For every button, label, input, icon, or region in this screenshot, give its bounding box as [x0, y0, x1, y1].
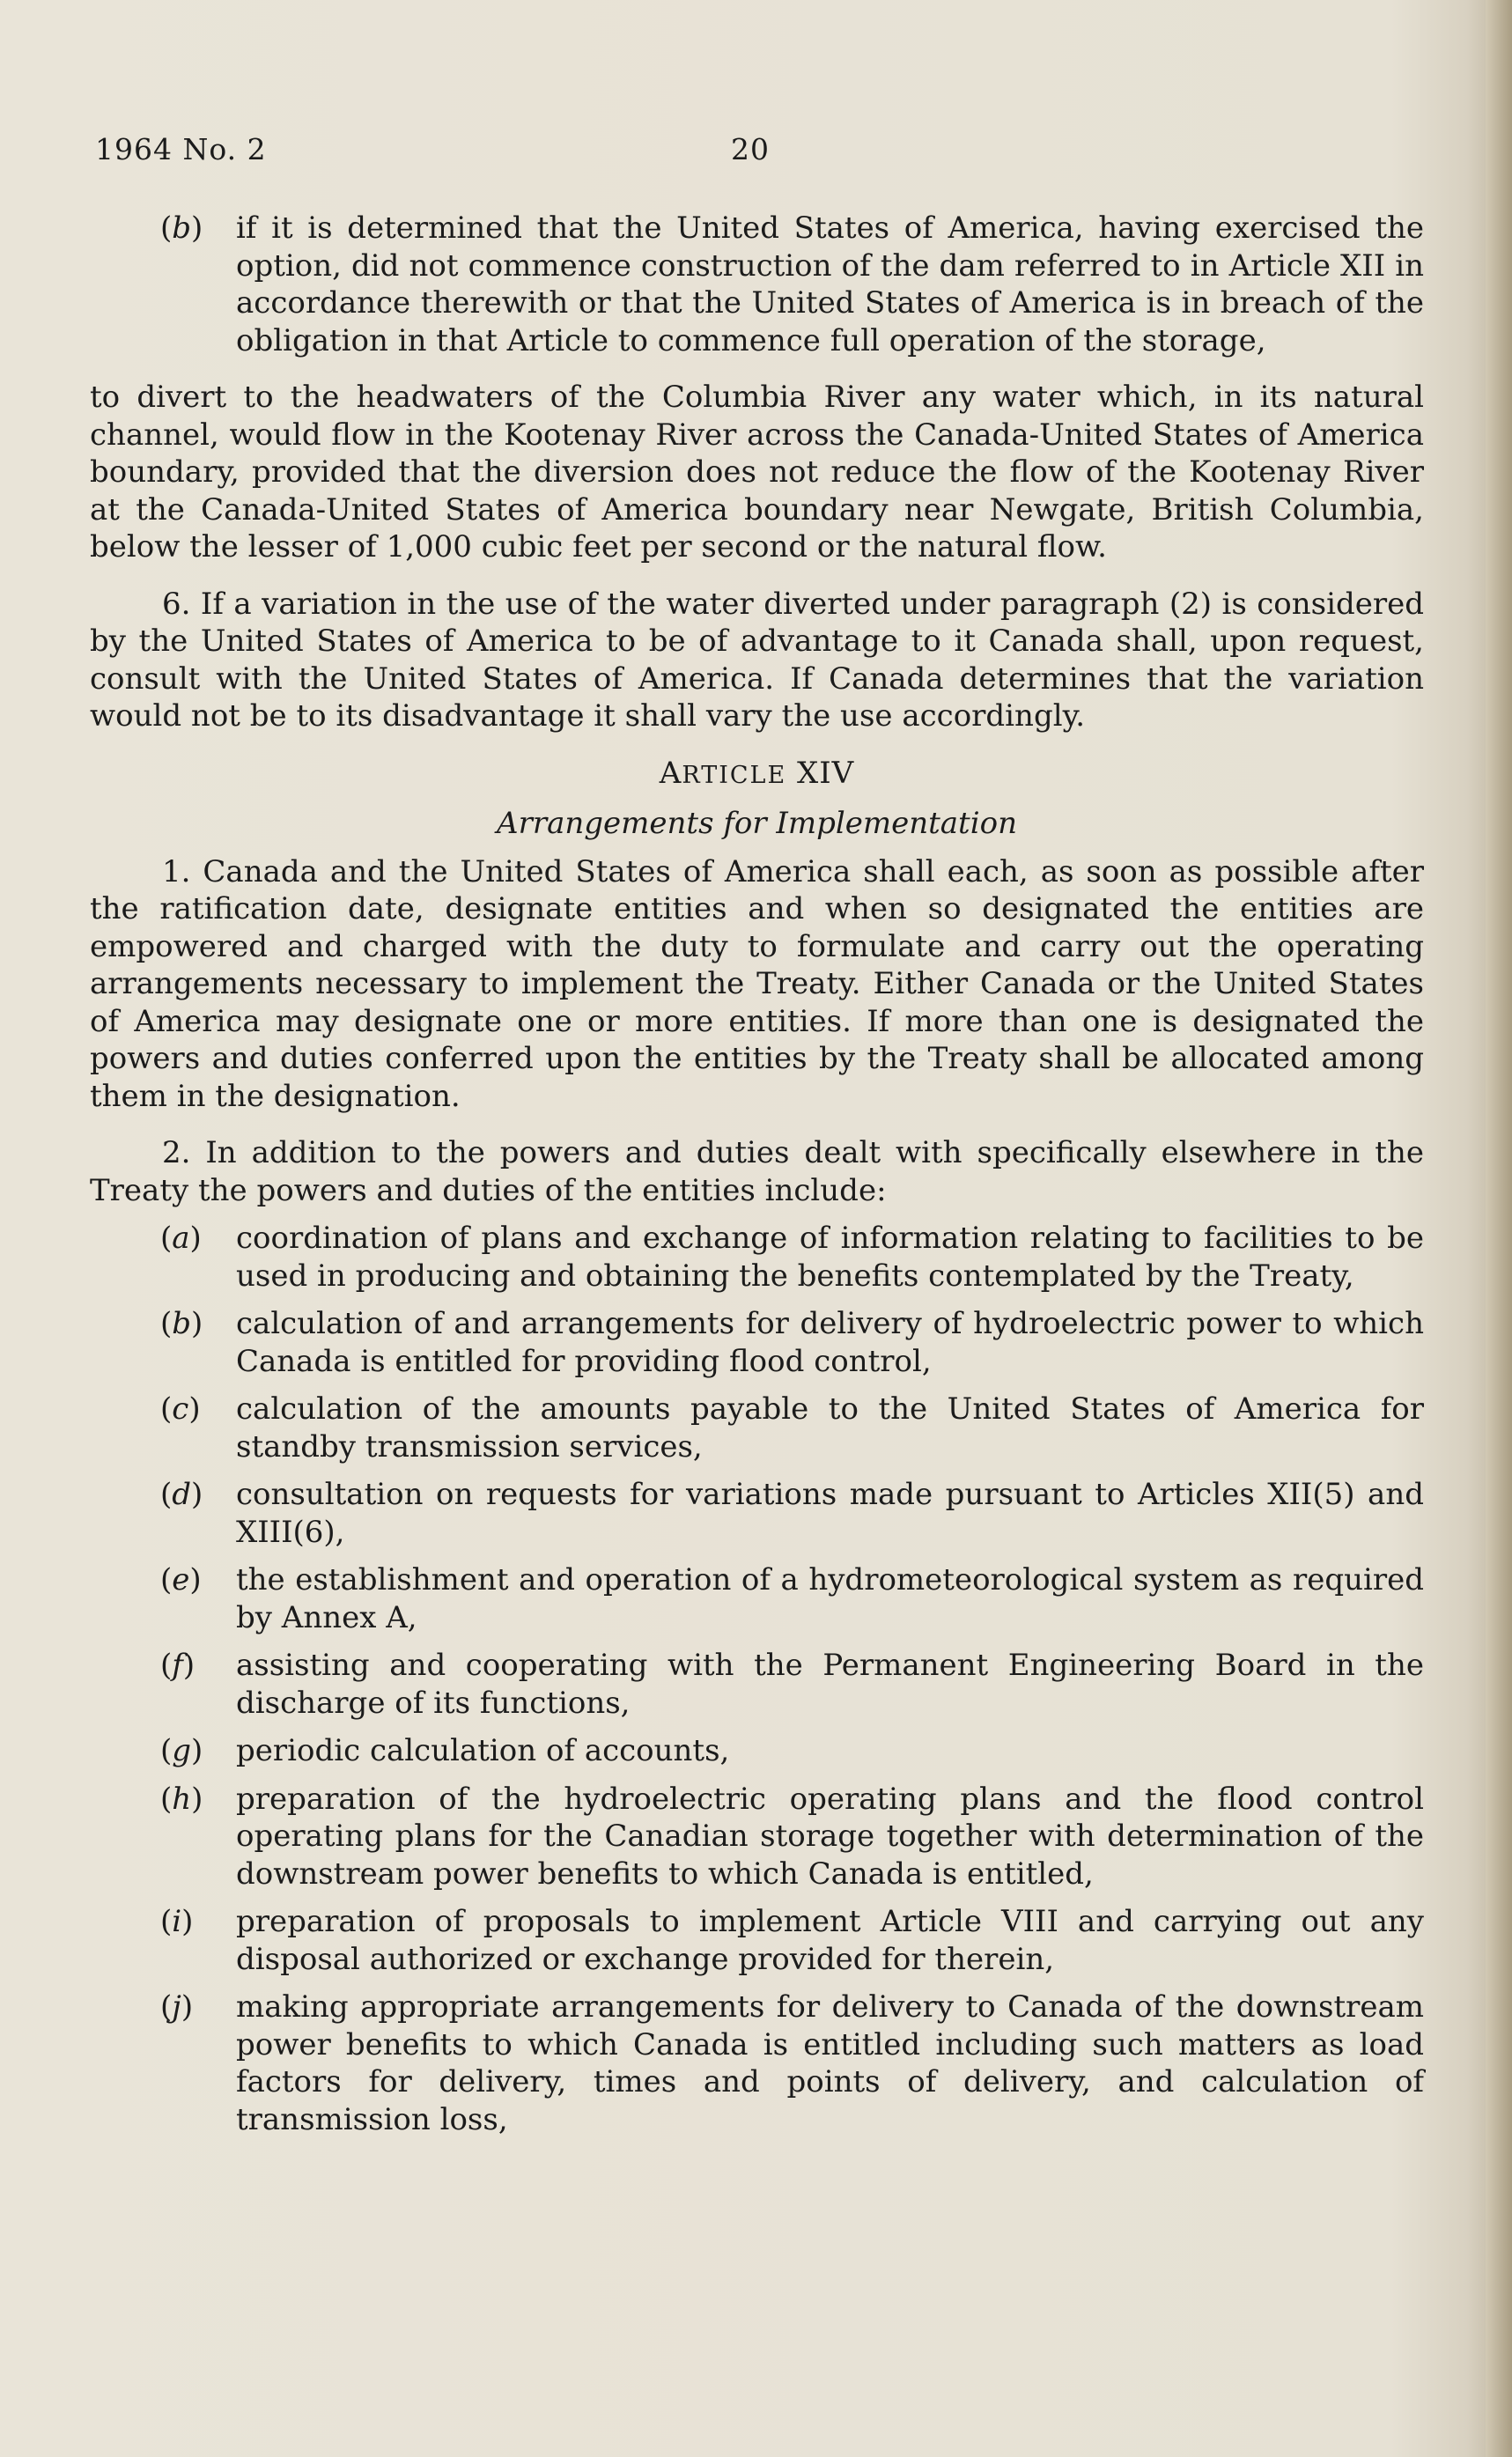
list-item: [90, 1561, 1424, 1636]
list-item: [90, 1988, 1424, 2138]
clause-text: if it is determined that the United States of America, having exercised the option, did not commence construction of the dam referred to in Article XII in accordance therewith or that the United States of America is in breach of the obligation in that Article to commence full operation of the storage,: [236, 210, 1424, 358]
item-text: calculation of the amounts payable to the United States of America for standby transmission services,: [236, 1391, 1424, 1465]
item-text: preparation of proposals to implement Article VIII and carrying out any disposal authorized or exchange provided for therein,: [236, 1904, 1424, 1977]
article-heading: ARTICLE XIV: [659, 755, 855, 791]
list-item: [90, 1647, 1424, 1722]
item-label: (f): [160, 1648, 195, 1683]
list-item: [90, 1903, 1424, 1978]
item-text: periodic calculation of accounts,: [236, 1733, 730, 1768]
page-body: [90, 210, 1424, 2138]
item-text: calculation of and arrangements for delivery of hydroelectric power to which Canada is entitled for providing flood control,: [236, 1306, 1424, 1379]
header-publication: 1964 No. 2: [95, 132, 267, 166]
item-label: (b): [160, 1306, 203, 1341]
item-label: (c): [160, 1391, 201, 1427]
item-label: (a): [160, 1221, 202, 1256]
article-subtitle: Arrangements for Implementation: [497, 806, 1017, 841]
item-text: the establishment and operation of a hydrometeorological system as required by Annex A,: [236, 1562, 1424, 1635]
item-label: (j): [160, 1989, 194, 2025]
item-label: (d): [160, 1477, 203, 1512]
item-label: (h): [160, 1781, 203, 1817]
item-text: making appropriate arrangements for delivery to Canada of the downstream power benefits to which Canada is entitled including such matters as load factors for delivery, times and points of delivery, and calculation of transmission loss,: [236, 1989, 1424, 2137]
clause-b: [90, 210, 1424, 359]
item-label: (e): [160, 1562, 202, 1597]
item-text: consultation on requests for variations made pursuant to Articles XII(5) and XIII(6),: [236, 1477, 1424, 1550]
list-item: [90, 1220, 1424, 1295]
page-number: 20: [731, 132, 770, 166]
item-label: (i): [160, 1904, 194, 1939]
duties-list: [90, 1220, 1424, 2138]
list-item: [90, 1476, 1424, 1551]
paragraph-divert: to divert to the headwaters of the Columbia River any water which, in its natural channel, would flow in the Kootenay River across the Canada-United States of America boundary, provided that the diversion does not reduce the flow of the Kootenay River at the Canada-United States of America boundary near Newgate, British Columbia, below the lesser of 1,000 cubic feet per second or the natural flow.: [90, 380, 1424, 564]
paragraph-1: 1. Canada and the United States of America shall each, as soon as possible after the ratification date, designate entities and when so designated the entities are empowered and charged with the duty to formulate and carry out the operating arrangements necessary to implement the Treaty. Either Canada or the United States of America may designate one or more entities. If more than one is designated the powers and duties conferred upon the entities by the Treaty shall be allocated among them in the designation.: [90, 853, 1424, 1114]
running-header: [95, 132, 770, 166]
item-text: assisting and cooperating with the Permanent Engineering Board in the discharge of its functions,: [236, 1648, 1424, 1721]
item-label: (g): [160, 1733, 203, 1768]
book-spine-shadow: [1486, 0, 1512, 2457]
paragraph-6: 6. If a variation in the use of the water diverted under paragraph (2) is considered by the United States of America to be of advantage to it Canada shall, upon request, consult with the United States of America. If Canada determines that the variation would not be to its disadvantage it shall vary the use accordingly.: [90, 586, 1424, 734]
item-text: coordination of plans and exchange of information relating to facilities to be used in producing and obtaining the benefits contemplated by the Treaty,: [236, 1221, 1424, 1294]
paragraph-2: 2. In addition to the powers and duties dealt with specifically elsewhere in the Treaty the powers and duties of the entities include:: [90, 1135, 1424, 1208]
clause-label: (b): [160, 210, 203, 246]
item-text: preparation of the hydroelectric operating plans and the flood control operating plans for the Canadian storage together with determination of the downstream power benefits to which Canada is entitled,: [236, 1781, 1424, 1892]
list-item: [90, 1732, 1424, 1770]
list-item: [90, 1305, 1424, 1380]
list-item: [90, 1391, 1424, 1465]
list-item: [90, 1781, 1424, 1893]
